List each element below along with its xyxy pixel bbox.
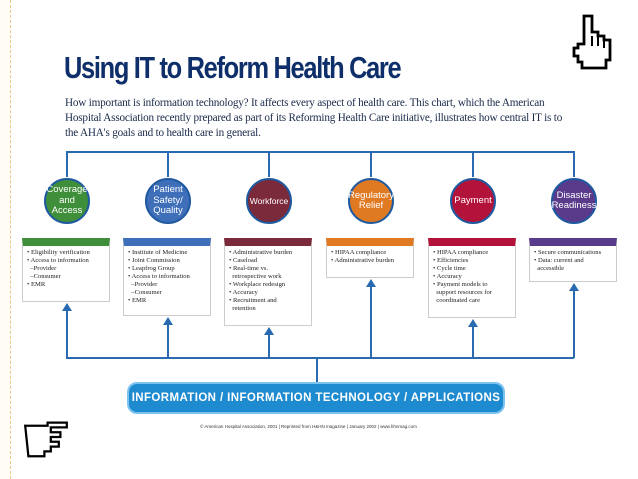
goal-detail-item: accessible [534,265,565,272]
goal-detail-item: • Administrative burden [331,257,395,264]
goal-detail-box-payment [428,238,516,318]
goal-detail-item: • Real-time vs. [229,265,269,272]
goal-detail-box-disaster-readiness [529,238,617,282]
goal-detail-item: coordinated care [433,297,481,304]
page-title: Using IT to Reform Health Care [64,50,401,85]
connector-drop [472,151,474,177]
goal-detail-item: • Efficiencies [433,257,469,264]
goal-detail-item: –Provider [128,281,158,288]
goal-detail-item: –Consumer [128,289,162,296]
goal-detail-box-patient-safety [123,238,211,316]
arrowhead [569,283,579,291]
connector-drop [268,151,270,177]
goal-detail-item: • Accuracy [433,273,462,280]
connector-drop [370,151,372,177]
arrowhead [468,319,478,327]
goal-circle-disaster-readiness: Disaster Readiness [551,178,597,224]
connector-drop [573,151,575,177]
goal-detail-item: • Access to information [128,273,190,280]
goal-detail-item: • Caseload [229,257,258,264]
connector-drop [167,151,169,177]
goal-circle-patient-safety: Patient Safety/ Quality [145,178,191,224]
goal-detail-item: • Institute of Medicine [128,249,188,256]
top-connector-line [66,151,574,153]
goal-detail-item: • Data: current and [534,257,584,264]
arrow-shaft [167,325,169,358]
goal-detail-item: • Workplace redesign [229,281,286,288]
goal-detail-item: –Provider [27,265,57,272]
footer-credit: © American Hospital Association, 2001 | Reprinted from H&HN magazine | January 2002 | www.hhnmag.com [200,424,417,429]
foundation-stem [316,358,318,382]
goal-detail-item: support resources for [433,289,492,296]
goal-circle-coverage: Coverage and Access [44,178,90,224]
goal-detail-box-workforce [224,238,312,326]
goal-detail-item: –Consumer [27,273,61,280]
goal-detail-item: retrospective work [229,273,282,280]
arrowhead [264,327,274,335]
arrowhead [163,317,173,325]
arrow-shaft [573,290,575,358]
hand-pointing-up-icon [566,14,616,74]
arrow-shaft [472,326,474,358]
goal-detail-item: • Access to information [27,257,89,264]
arrow-shaft [66,310,68,358]
goal-detail-box-coverage [22,238,110,302]
hand-pointing-right-icon [22,412,70,462]
goal-detail-item: • Leapfrog Group [128,265,175,272]
connector-drop [66,151,68,177]
goal-circle-regulatory-relief: Regulatory Relief [348,178,394,224]
goal-detail-item: • Administrative burden [229,249,293,256]
arrow-shaft [370,286,372,358]
foundation-connector-line [66,357,574,359]
arrow-shaft [268,334,270,358]
goal-detail-item: • EMR [128,297,147,304]
foundation-bar: INFORMATION / INFORMATION TECHNOLOGY / APPLICATIONS [127,382,505,414]
goal-detail-box-regulatory-relief [326,238,414,278]
goal-detail-item: • HIPAA compliance [331,249,387,256]
goal-detail-item: • Secure communications [534,249,602,256]
goal-circle-workforce: Workforce [246,178,292,224]
goal-detail-item: • Payment models to [433,281,488,288]
goal-detail-item: • Recruitment and [229,297,277,304]
arrowhead [62,303,72,311]
goal-circle-payment: Payment [450,178,496,224]
goal-detail-item: • HIPAA compliance [433,249,489,256]
slide-left-border [0,0,11,479]
goal-detail-item: • Joint Commission [128,257,180,264]
goal-detail-item: retention [229,305,256,312]
goal-detail-item: • EMR [27,281,46,288]
goal-detail-item: • Accuracy [229,289,258,296]
arrowhead [366,279,376,287]
goal-detail-item: • Eligibility verification [27,249,90,256]
intro-text: How important is information technology? It affects every aspect of health care. This chart, which the American Hospital Association recently prepared as part of its Reforming Health Care initiative, illustrates how central IT is to the AHA's goals and to health care in general. [65,97,563,139]
goal-detail-item: • Cycle time [433,265,466,272]
